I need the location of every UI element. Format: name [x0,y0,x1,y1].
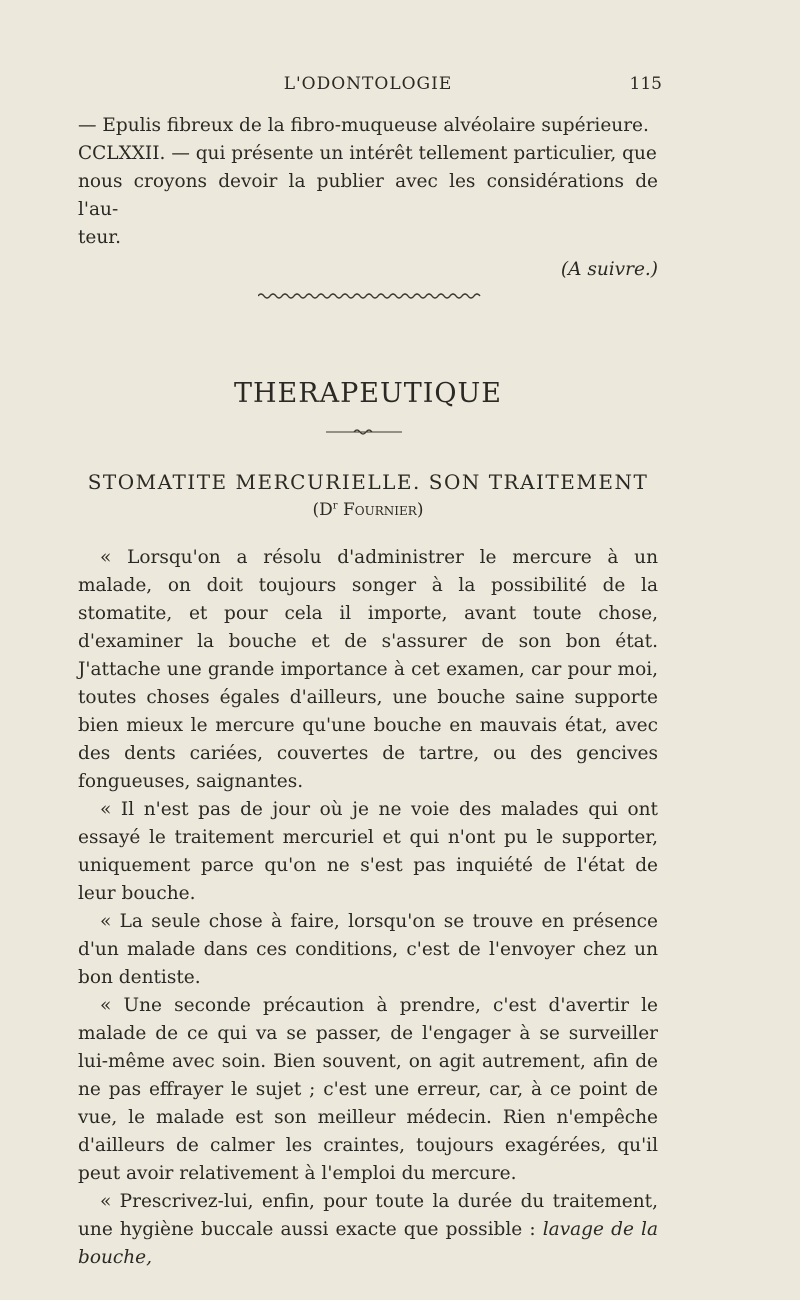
article-author [78,500,658,520]
section-title: THERAPEUTIQUE [234,378,502,409]
author-prefix: (D [312,500,333,520]
intro-line: CCLXXII. — qui présente un intérêt tellement particulier, que [78,143,657,164]
ornament-divider [326,428,402,436]
intro-line: teur. [78,227,121,248]
body-paragraph [78,1188,658,1272]
page-number: 115 [629,74,662,94]
article-body [78,544,658,1272]
author-name: Fournier [342,500,417,520]
page-header [78,74,662,104]
body-paragraph: « La seule chose à faire, lorsqu'on se trouve en présence d'un malade dans ces conditions, c'est de l'envoyer chez un bon dentiste. [78,911,658,988]
body-paragraph: « Lorsqu'on a résolu d'administrer le mercure à un malade, on doit toujours songer à la possibilité de la stomatite, et pour cela il importe, avant toute chose, d'examiner la bouche et de s'assurer de son bon état. J'attache une grande importance à cet examen, car pour moi, toutes choses égales d'ailleurs, une bouche saine supporte bien mieux le mercure qu'une bouche en mauvais état, avec des dents cariées, couvertes de tartre, ou des gencives fongueuses, saignantes. [78,547,658,792]
intro-block [78,112,658,284]
to-be-continued: (A suivre.) [560,259,658,280]
author-suffix: ) [416,500,424,520]
author-superscript: r [332,500,338,512]
body-paragraph: « Une seconde précaution à prendre, c'est d'avertir le malade de ce qui va se passer, de l'engager à se surveiller lui-même avec soin. Bien souvent, on agit autrement, afin de ne pas effrayer le sujet ; c'est une erreur, car, à ce point de vue, le malade est son meilleur médecin. Rien n'empêche d'ailleurs de calmer les craintes, toujours exagérées, qu'il peut avoir relativement à l'emploi du mercure. [78,995,658,1184]
body-paragraph: « Il n'est pas de jour où je ne voie des malades qui ont essayé le traitement mercuriel et qui n'ont pu le supporter, uniquement parce qu'on ne s'est pas inquiété de l'état de leur bouche. [78,799,658,904]
running-title: L'ODONTOLOGIE [283,74,453,94]
wavy-divider [258,290,482,302]
intro-line: nous croyons devoir la publier avec les considérations de l'au- [78,171,658,220]
article-title: STOMATITE MERCURIELLE. SON TRAITEMENT [87,470,649,494]
last-paragraph-text: « Prescrivez-lui, enfin, pour toute la durée du traitement, une hygiène buccale aussi exacte que possible : [78,1191,658,1240]
intro-line: — Epulis fibreux de la fibro-muqueuse alvéolaire supérieure. [78,115,649,136]
last-paragraph-italic: lavage de la bouche, [78,1219,658,1268]
